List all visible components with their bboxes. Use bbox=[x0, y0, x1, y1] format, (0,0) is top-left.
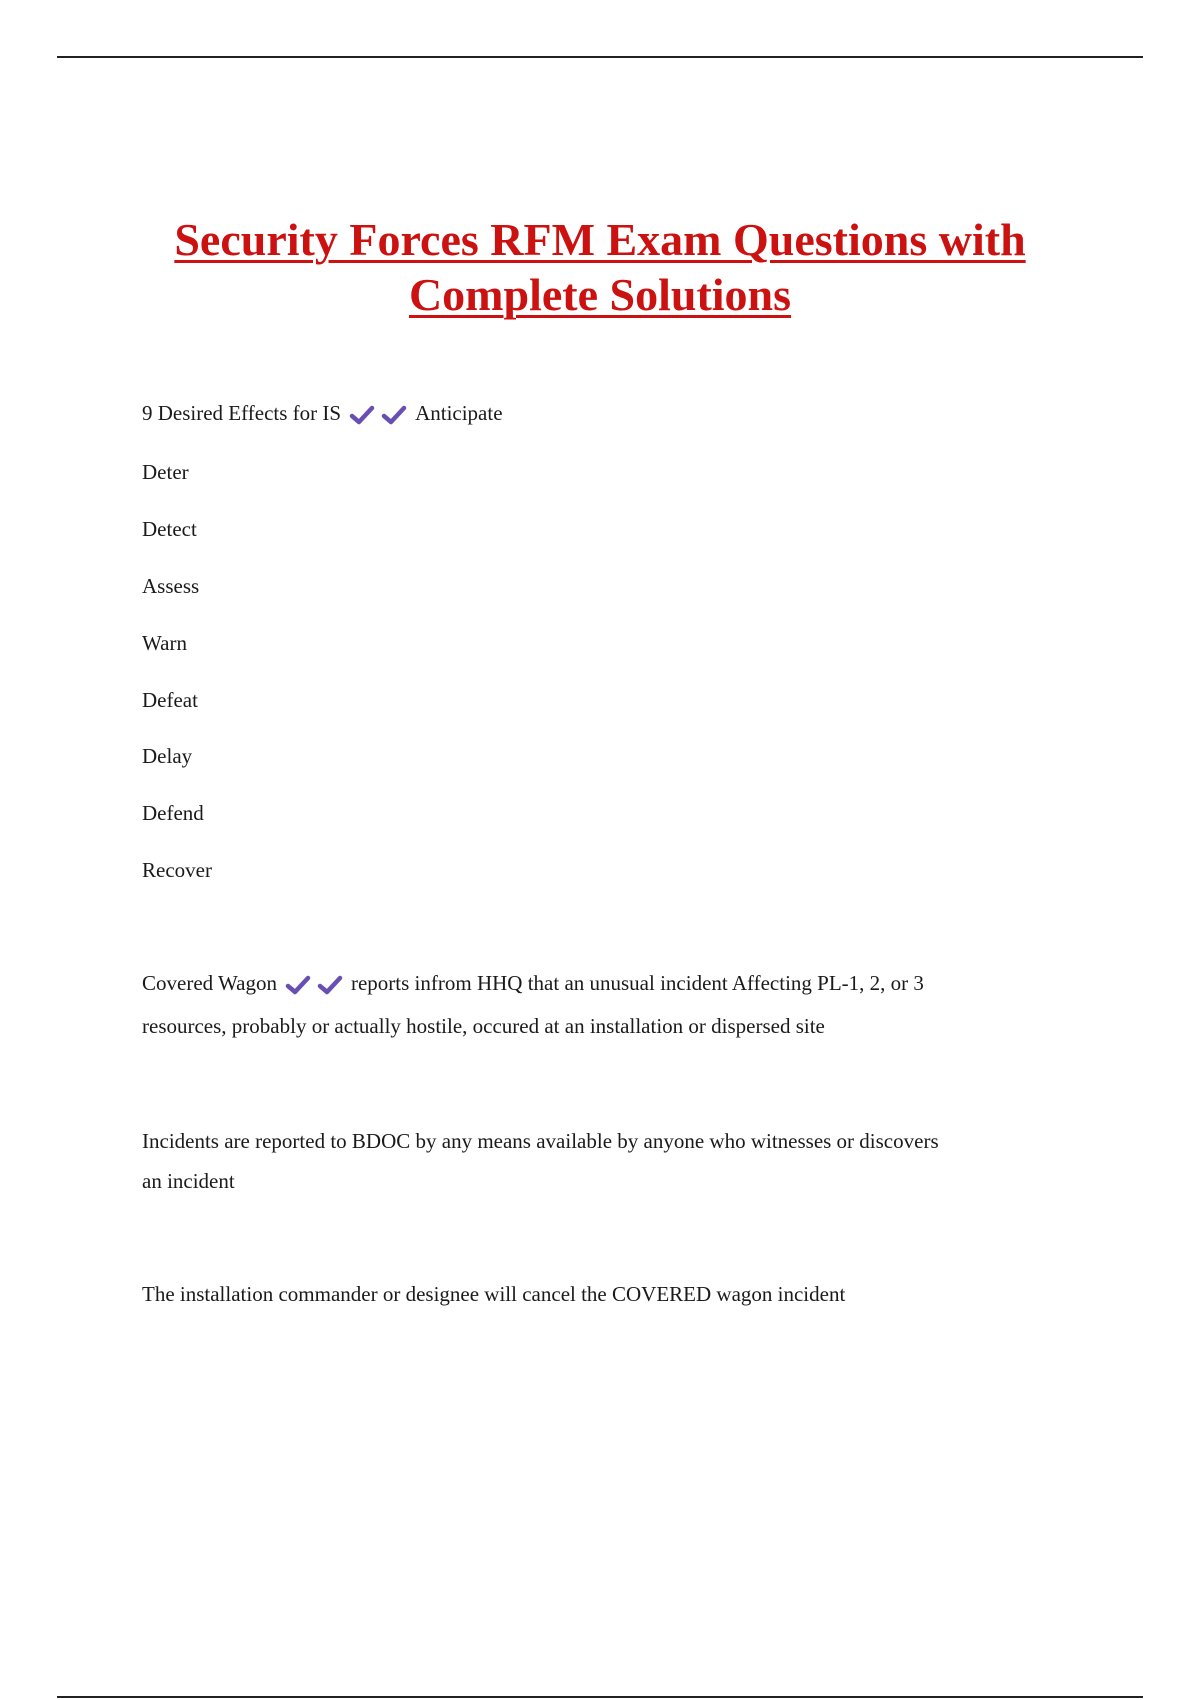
list-item: Warn bbox=[142, 631, 187, 655]
document-title bbox=[100, 212, 1100, 322]
check-icon bbox=[381, 404, 407, 426]
answer-marker bbox=[349, 398, 413, 428]
check-icon bbox=[349, 404, 375, 426]
list-item: Defeat bbox=[142, 688, 198, 712]
answer-text: reports infrom HHQ that an unusual incident Affecting PL-1, 2, or 3 bbox=[350, 971, 924, 995]
list-item: Assess bbox=[142, 574, 200, 598]
check-icon bbox=[285, 974, 311, 996]
qa-block-desired-effects bbox=[142, 398, 1042, 428]
paragraph-cancel-incident bbox=[142, 1279, 1042, 1309]
bottom-rule bbox=[57, 1696, 1143, 1698]
list-item: Defend bbox=[142, 801, 204, 825]
list-item: Delay bbox=[142, 744, 193, 768]
answer-text-continued: resources, probably or actually hostile, occured at an installation or dispersed site bbox=[142, 1014, 825, 1038]
check-icon bbox=[317, 974, 343, 996]
paragraph-incident-reporting bbox=[142, 1126, 1042, 1196]
paragraph-line: The installation commander or designee will cancel the COVERED wagon incident bbox=[142, 1282, 846, 1306]
title-line-1: Security Forces RFM Exam Questions with bbox=[174, 214, 1026, 265]
list-item: Recover bbox=[142, 858, 212, 882]
answer-marker bbox=[285, 968, 349, 998]
paragraph-line: Incidents are reported to BDOC by any means available by anyone who witnesses or discovers bbox=[142, 1129, 939, 1153]
answer-text: Anticipate bbox=[415, 401, 503, 425]
question-text: Covered Wagon bbox=[142, 971, 277, 995]
question-text: 9 Desired Effects for IS bbox=[142, 401, 342, 425]
title-line-2: Complete Solutions bbox=[408, 269, 792, 320]
list-item: Detect bbox=[142, 517, 197, 541]
paragraph-line: an incident bbox=[142, 1169, 235, 1193]
top-rule bbox=[57, 56, 1143, 58]
list-item: Deter bbox=[142, 460, 189, 484]
qa-block-covered-wagon bbox=[142, 968, 1042, 1041]
